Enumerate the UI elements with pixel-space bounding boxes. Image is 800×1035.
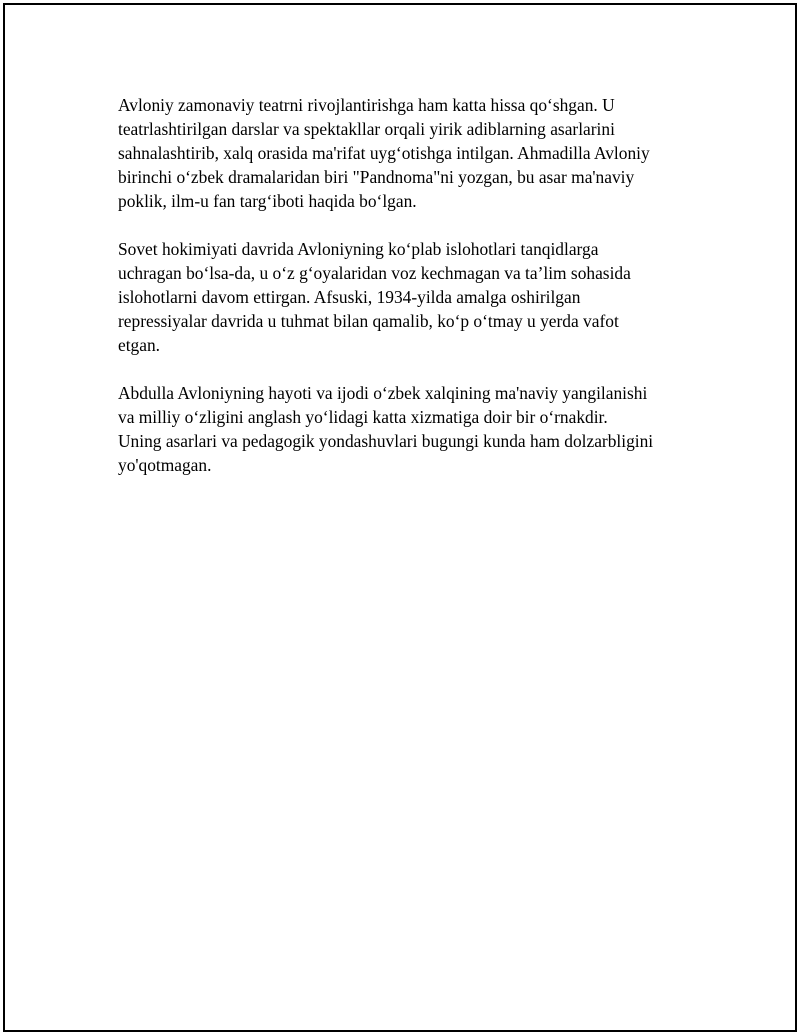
document-body [118, 93, 698, 501]
paragraph-theatre: Avloniy zamonaviy teatrni rivojlantirishga ham katta hissa qo‘shgan. U teatrlashtirilgan darslar va spektakllar orqali yirik adiblarning asarlarini sahnalashtirib, xalq orasida ma'rifat uyg‘otishga intilgan. Ahmadilla Avloniy birinchi o‘zbek dramalaridan biri "Pandnoma"ni yozgan, bu asar ma'naviy poklik, ilm-u fan targ‘iboti haqida bo‘lgan. [118, 95, 650, 211]
paragraph-legacy: Abdulla Avloniyning hayoti va ijodi o‘zbek xalqining ma'naviy yangilanishi va milliy o‘zligini anglash yo‘lidagi katta xizmatiga doir bir o‘rnakdir. Uning asarlari va pedagogik yondashuvlari bugungi kunda ham dolzarbligini yo'qotmagan. [118, 383, 654, 475]
paragraph-soviet-period: Sovet hokimiyati davrida Avloniyning ko‘plab islohotlari tanqidlarga uchragan bo‘lsa-da, u o‘z g‘oyalaridan voz kechmagan va ta’lim sohasida islohotlarni davom ettirgan. Afsuski, 1934-yilda amalga oshirilgan repressiyalar davrida u tuhmat bilan qamalib, ko‘p o‘tmay u yerda vafot etgan. [118, 239, 631, 355]
